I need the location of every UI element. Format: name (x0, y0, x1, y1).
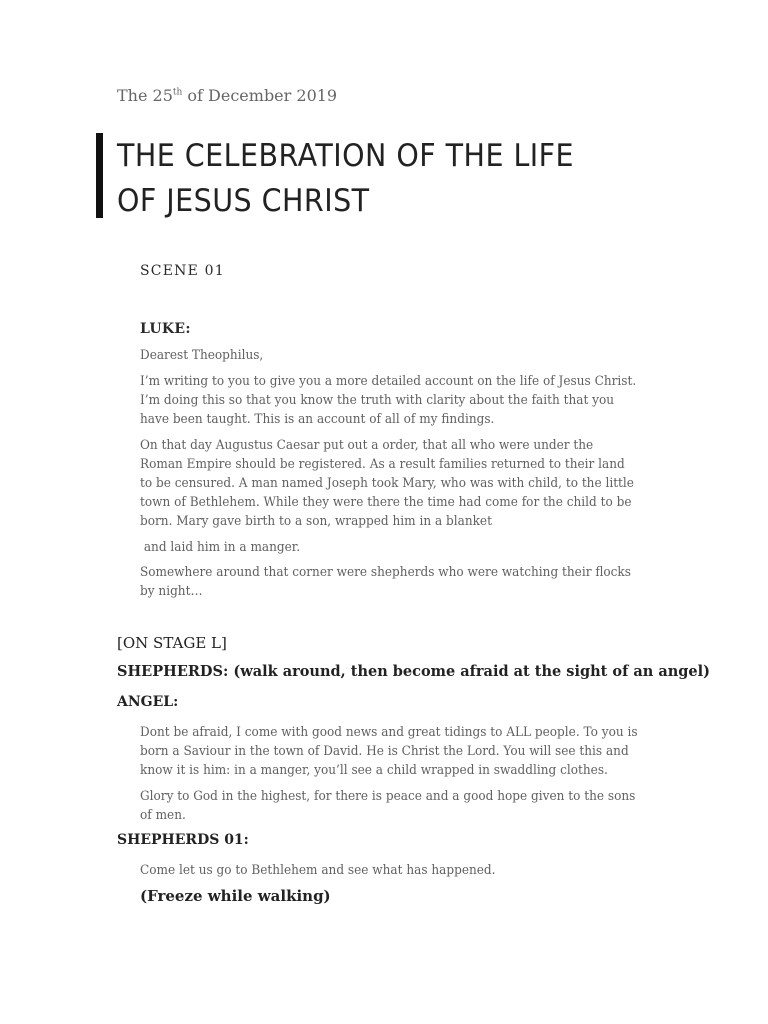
shepherds-direction: SHEPHERDS: (walk around, then become afraid at the sight of an angel) (117, 663, 711, 680)
date-ordinal-suffix: th (172, 87, 183, 98)
luke-paragraph: I’m writing to you to give you a more detailed account on the life of Jesus Christ. I’m doing this so that you know the truth with clarity about the faith that you have been taught. This is an account of all of my findings. (140, 373, 637, 426)
speaker-angel: ANGEL: (117, 694, 179, 710)
document-date (117, 86, 337, 105)
angel-paragraph: Glory to God in the highest, for there is peace and a good hope given to the sons of men. (140, 788, 636, 822)
luke-paragraph: On that day Augustus Caesar put out a order, that all who were under the Roman Empire should be registered. As a result families returned to their land to be censured. A man named Joseph took Mary, who was with child, to the little town of Bethlehem. While they were there the time had come for the child to be born. Mary gave birth to a son, wrapped him in a blanket (140, 437, 634, 528)
date-day: The 25 (117, 86, 173, 105)
title-line-1: THE CELEBRATION OF THE LIFE (117, 138, 575, 174)
speaker-luke: LUKE: (140, 321, 191, 337)
document-title (117, 134, 632, 224)
luke-paragraph: Dearest Theophilus, (140, 347, 264, 362)
date-month-year: of December 2019 (182, 86, 338, 105)
title-accent-bar (96, 133, 103, 218)
angel-paragraph: Dont be afraid, I come with good news and great tidings to ALL people. To you is born a Saviour in the town of David. He is Christ the Lord. You will see this and know it is him: in a manger, you’ll see a child wrapped in swaddling clothes. (140, 724, 638, 777)
scene-heading: SCENE 01 (140, 263, 225, 279)
speaker-shepherds-01: SHEPHERDS 01: (117, 832, 249, 848)
stage-direction: [ON STAGE L] (117, 634, 227, 652)
luke-paragraph: Somewhere around that corner were shepherds who were watching their flocks by night… (140, 564, 631, 598)
luke-paragraph: and laid him in a manger. (140, 539, 301, 554)
shepherds-01-line: Come let us go to Bethlehem and see what has happened. (140, 862, 496, 877)
title-line-2: OF JESUS CHRIST (117, 183, 370, 219)
freeze-direction: (Freeze while walking) (140, 887, 331, 905)
